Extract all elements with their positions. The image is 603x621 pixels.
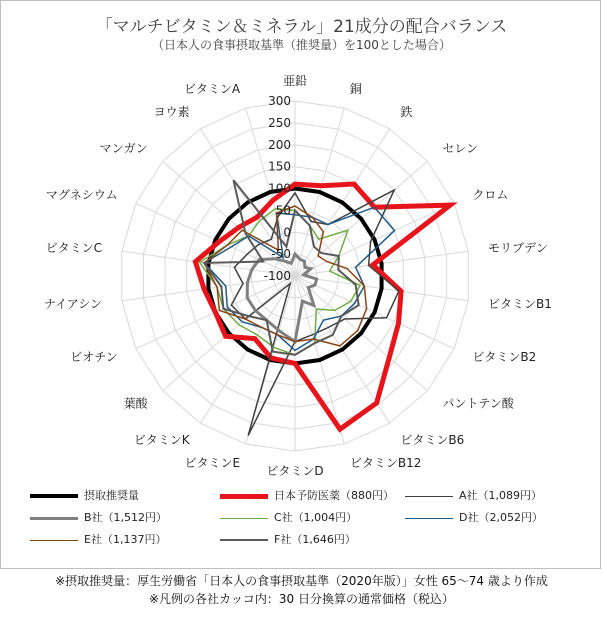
footnotes (0, 572, 603, 608)
legend-item (220, 532, 356, 548)
axis-label: ビタミンB6 (400, 433, 465, 447)
axis-label: ビタミンB12 (349, 456, 422, 471)
legend-label: 摂取推奨量 (84, 489, 139, 502)
radar-grid (122, 101, 468, 451)
legend-label: F社（1,646円） (274, 533, 356, 546)
axis-label: 亜鉛 (282, 74, 308, 88)
axis-label: ビタミンB2 (472, 350, 537, 364)
axis-label: クロム (472, 188, 509, 202)
legend-item (405, 510, 543, 526)
axis-label: ビタミンA (183, 81, 241, 96)
legend-label: 日本予防医薬（880円） (274, 489, 394, 502)
legend-item (30, 532, 166, 548)
axis-label: ビタミンB1 (488, 296, 552, 311)
axis-label: マグネシウム (45, 188, 118, 202)
axis-label: ヨウ素 (153, 105, 190, 119)
legend-swatch (30, 517, 78, 520)
legend-label: A社（1,089円） (459, 489, 543, 502)
tick-label: 250 (268, 115, 291, 130)
radial-tick-labels (264, 94, 291, 283)
axis-label: セレン (442, 141, 479, 156)
axis-label: ビタミンD (266, 464, 324, 478)
chart-subtitle: （日本人の食事摂取基準（推奨量）を100とした場合） (152, 38, 451, 52)
legend-item (220, 488, 394, 504)
legend-swatch (220, 518, 268, 519)
axis-label: 葉酸 (123, 396, 148, 411)
tick-label: -100 (263, 269, 291, 283)
legend-item (30, 488, 139, 504)
legend-swatch (30, 540, 78, 541)
legend-item (30, 510, 167, 526)
footnote-1: ※摂取推奨量：厚生労働省「日本人の食事摂取基準（2020年版）」女性 65～74 歳より作成 (55, 574, 548, 588)
axis-label: ビタミンE (184, 456, 241, 471)
tick-label: 0 (283, 225, 291, 240)
axis-label: ナイアシン (43, 296, 102, 311)
legend-label: B社（1,512円） (84, 511, 168, 524)
legend-label: C社（1,004円） (274, 511, 358, 524)
tick-label: 200 (268, 137, 291, 152)
legend-item (220, 510, 357, 526)
axis-label: モリブデン (488, 241, 548, 256)
axis-label: 鉄 (400, 105, 413, 119)
axis-label: 銅 (349, 81, 362, 96)
legend-swatch (405, 496, 453, 497)
axis-label: マンガン (99, 141, 148, 156)
legend-swatch (30, 494, 78, 498)
tick-label: 50 (275, 203, 291, 218)
tick-label: 300 (268, 94, 291, 108)
tick-label: 100 (268, 181, 291, 196)
legend-item (405, 488, 542, 504)
legend-swatch (220, 494, 268, 499)
legend-swatch (220, 539, 268, 541)
chart-title: 「マルチビタミン＆ミネラル」21成分の配合バランス (95, 17, 508, 37)
axis-label: パントテン酸 (442, 396, 514, 411)
axis-label: ビタミンK (133, 433, 190, 447)
legend-label: D社（2,052円） (459, 511, 543, 524)
legend-label: E社（1,137円） (84, 533, 167, 546)
tick-label: -50 (271, 247, 291, 262)
axis-label: ビオチン (70, 350, 118, 364)
tick-label: 150 (268, 159, 291, 174)
footnote-2: ※凡例の各社カッコ内：30 日分換算の通常価格（税込） (148, 592, 455, 606)
axis-label: ビタミンC (45, 241, 102, 256)
legend-swatch (405, 518, 453, 519)
